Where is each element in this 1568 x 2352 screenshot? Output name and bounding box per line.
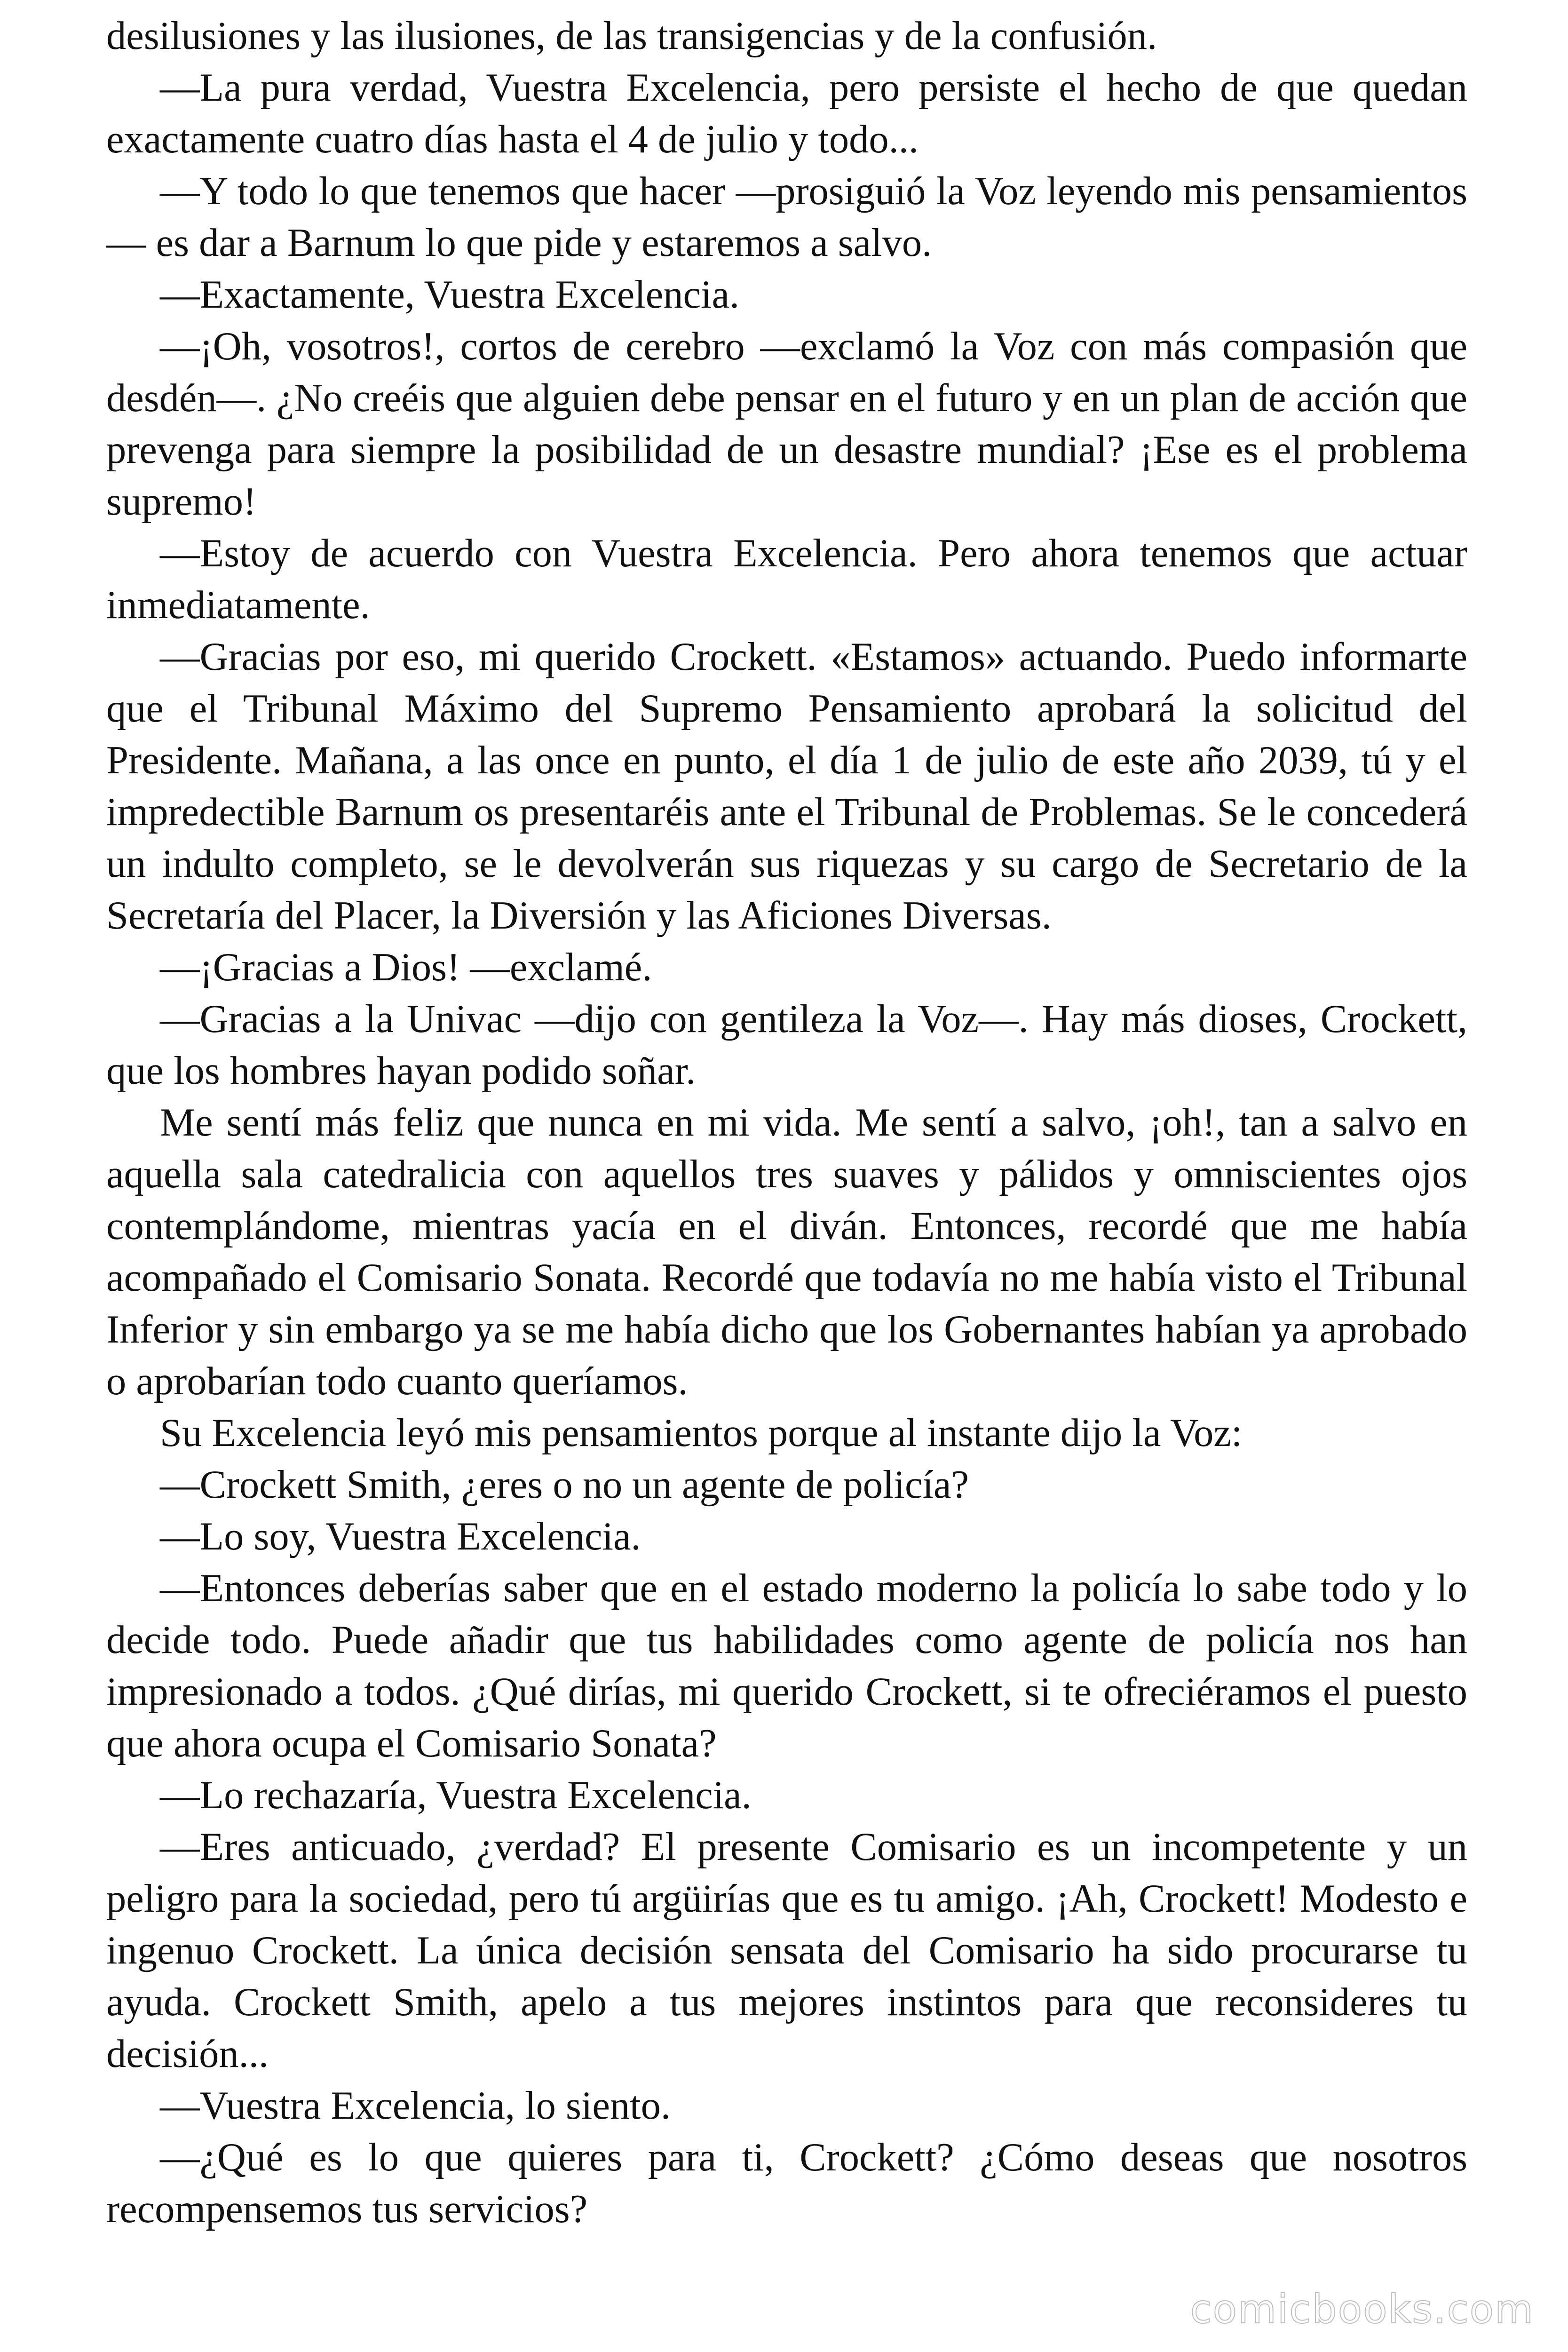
paragraph: —Estoy de acuerdo con Vuestra Excelencia. Pero ahora tenemos que actuar inmediatamente. [106, 532, 1467, 627]
paragraph: —Exactamente, Vuestra Excelencia. [160, 273, 740, 317]
paragraph: —¡Oh, vosotros!, cortos de cerebro —exclamó la Voz con más compasión que desdén—. ¿No creéis que alguien debe pensar en el futuro y en un plan de acción que prevenga para siempre la posibilidad de un desastre mundial? ¡Ese es el problema supremo! [106, 325, 1467, 524]
paragraph: —Eres anticuado, ¿verdad? El presente Comisario es un incompetente y un peligro para la sociedad, pero tú argüirías que es tu amigo. ¡Ah, Crockett! Modesto e ingenuo Crockett. La única decisión sensata del Comisario ha sido procurarse tu ayuda. Crockett Smith, apelo a tus mejores instintos para que reconsideres tu decisión... [106, 1825, 1467, 2076]
paragraph: —Vuestra Excelencia, lo siento. [160, 2084, 671, 2128]
paragraph: —Entonces deberías saber que en el estado moderno la policía lo sabe todo y lo decide todo. Puede añadir que tus habilidades como agente de policía nos han impresionado a todos. ¿Qué dirías, mi querido Crockett, si te ofreciéramos el puesto que ahora ocupa el Comisario Sonata? [106, 1566, 1467, 1765]
paragraph: —Gracias por eso, mi querido Crockett. «Estamos» actuando. Puedo informarte que el Tribunal Máximo del Supremo Pensamiento aprobará la solicitud del Presidente. Mañana, a las once en punto, el día 1 de julio de este año 2039, tú y el impredectible Barnum os presentaréis ante el Tribunal de Problemas. Se le concederá un indulto completo, se le devolverán sus riquezas y su cargo de Secretario de la Secretaría del Placer, la Diversión y las Aficiones Diversas. [106, 635, 1467, 938]
page-text [106, 10, 1467, 2235]
paragraph: desilusiones y las ilusiones, de las transigencias y de la confusión. [106, 14, 1157, 58]
paragraph: —¡Gracias a Dios! —exclamé. [160, 946, 652, 989]
paragraph: —Lo soy, Vuestra Excelencia. [160, 1515, 641, 1558]
paragraph: —Y todo lo que tenemos que hacer —prosiguió la Voz leyendo mis pensamientos— es dar a Barnum lo que pide y estaremos a salvo. [106, 169, 1467, 265]
paragraph: —La pura verdad, Vuestra Excelencia, pero persiste el hecho de que quedan exactamente cuatro días hasta el 4 de julio y todo... [106, 66, 1467, 161]
paragraph: Su Excelencia leyó mis pensamientos porque al instante dijo la Voz: [160, 1411, 1243, 1455]
paragraph: —¿Qué es lo que quieres para ti, Crockett? ¿Cómo deseas que nosotros recompensemos tus servicios? [106, 2136, 1467, 2231]
watermark: comicbooks.com [1190, 2286, 1534, 2332]
paragraph: Me sentí más feliz que nunca en mi vida. Me sentí a salvo, ¡oh!, tan a salvo en aquella sala catedralicia con aquellos tres suaves y pálidos y omniscientes ojos contemplándome, mientras yacía en el diván. Entonces, recordé que me había acompañado el Comisario Sonata. Recordé que todavía no me había visto el Tribunal Inferior y sin embargo ya se me había dicho que los Gobernantes habían ya aprobado o aprobarían todo cuanto queríamos. [106, 1101, 1467, 1403]
paragraph: —Gracias a la Univac —dijo con gentileza la Voz—. Hay más dioses, Crockett, que los hombres hayan podido soñar. [106, 997, 1467, 1093]
paragraph: —Crockett Smith, ¿eres o no un agente de policía? [160, 1463, 969, 1507]
paragraph: —Lo rechazaría, Vuestra Excelencia. [160, 1773, 752, 1817]
